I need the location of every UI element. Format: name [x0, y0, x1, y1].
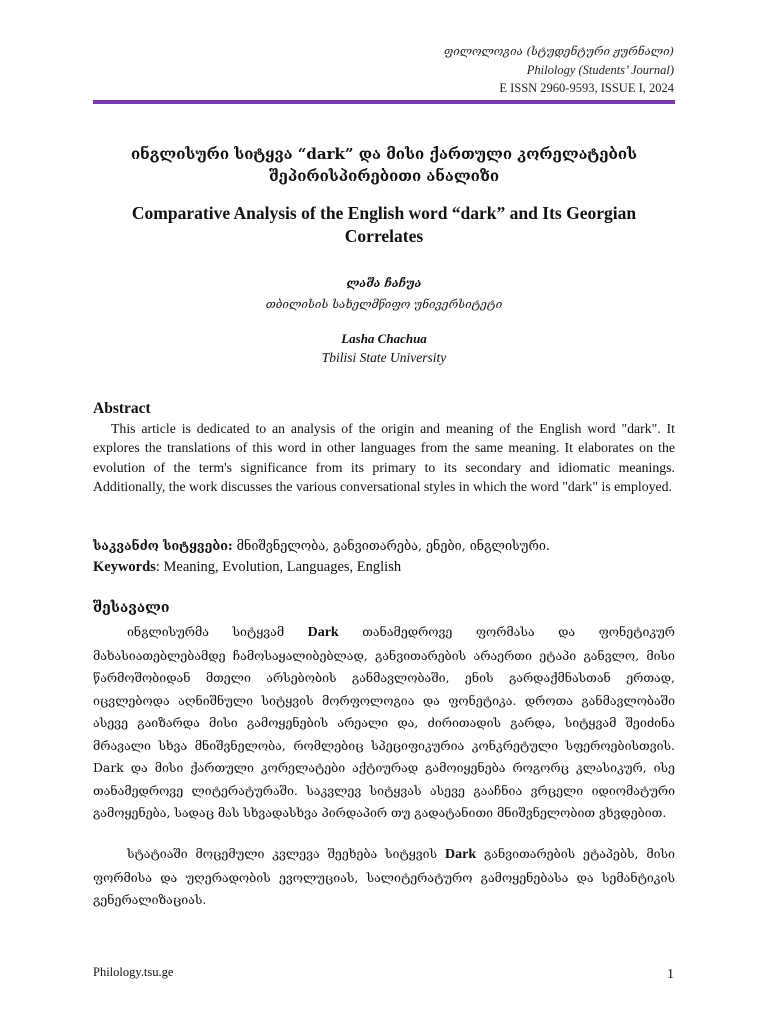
- introduction-heading: შესავალი: [93, 600, 170, 616]
- keywords-text-ka: მნიშვნელობა, განვითარება, ენები, ინგლისური.: [232, 538, 550, 553]
- page-number: 1: [667, 967, 674, 982]
- title-ka: ინგლისური სიტყვა “dark” და მისი ქართული კორელატების შეპირისპირებითი ანალიზი: [130, 145, 638, 185]
- journal-name-en: Philology (Students’ Journal): [526, 62, 674, 77]
- introduction-paragraph-1: [93, 621, 675, 825]
- intro-p2-keyword: Dark: [445, 847, 477, 862]
- keywords-label-ka: საკვანძო სიტყვები:: [93, 538, 233, 553]
- issn-line: E ISSN 2960-9593, ISSUE I, 2024: [499, 81, 674, 95]
- intro-p2-rest: განვითარების ეტაპებს, მისი ფორმისა და უღერადობის ევოლუციას, სალიტერატურო გამოყენებასა და სემანტიკის გენერალიზაციას.: [93, 846, 675, 907]
- abstract-heading: Abstract: [93, 400, 151, 417]
- header-divider: [93, 100, 675, 104]
- keywords-text-en: : Meaning, Evolution, Languages, English: [155, 559, 402, 575]
- author-affiliation-en: Tbilisi State University: [321, 350, 447, 365]
- abstract-body: [93, 419, 675, 497]
- journal-name-ka: ფილოლოგია (სტუდენტური ჟურნალი): [443, 44, 674, 58]
- intro-p2-start: სტატიაში მოცემული კვლევა შეეხება სიტყვის: [127, 846, 445, 861]
- intro-p1-start: ინგლისურმა სიტყვამ: [127, 624, 308, 639]
- abstract-text: This article is dedicated to an analysis of the origin and meaning of the English word "dark". It explores the translations of this word in other languages from the same meaning. It elaborates on the evolution of the term's significance from its primary to its secondary and idiomatic meanings. Additionally, the work discusses the various conversational styles in which the word "dark" is employed.: [93, 421, 675, 495]
- intro-p1-rest: თანამედროვე ფორმასა და ფონეტიკურ მახასიათებლებამდე ჩამოსაყალიბებლად, განვითარების არაერთი ეტაპი განვლო, მისი წარმოშობიდან მთელი არსებობის განმავლობაში, ენის გარდაქმნასთან ერთად, იცვლებოდა აღნიშნული სიტყვის მორფოლოგია და ფონეტიკა. დროთა განმავლობაში ასევე გაიზარდა მისი გამოყენების არეალი და, ძირითადის გარდა, სიტყვამ შეიძინა მრავალი სხვა მნიშვნელობა, რომლებიც სპეციფიკურია კონკრეტული სფეროებისთვის. Dark და მისი ქართული კორელატები აქტიურად გამოიყენება როგორც კლასიკურ, ისე თანამედროვე ლიტერატურაში. საკვლევ სიტყვას ასევე გააჩნია ვრცელი იდიომატური გამოყენება, სადაც მას სხვადასხვა პირდაპირ თუ გადატანითი მნიშვნელობით ვხვდებით.: [93, 624, 675, 820]
- footer-site: Philology.tsu.ge: [93, 965, 174, 979]
- keywords-ka: [93, 538, 550, 553]
- author-name-ka: ლაშა ჩაჩუა: [346, 276, 422, 290]
- author-name-en: Lasha Chachua: [341, 331, 427, 346]
- journal-header: [444, 42, 674, 98]
- author-affiliation-ka: თბილისის სახელმწიფო უნივერსიტეტი: [265, 297, 503, 311]
- keywords-en: [93, 559, 401, 576]
- title-en: Comparative Analysis of the English word “dark” and Its Georgian Correlates: [131, 203, 637, 246]
- keywords-label-en: Keywords: [93, 559, 156, 575]
- introduction-paragraph-2: [93, 843, 675, 912]
- intro-p1-keyword: Dark: [307, 625, 339, 640]
